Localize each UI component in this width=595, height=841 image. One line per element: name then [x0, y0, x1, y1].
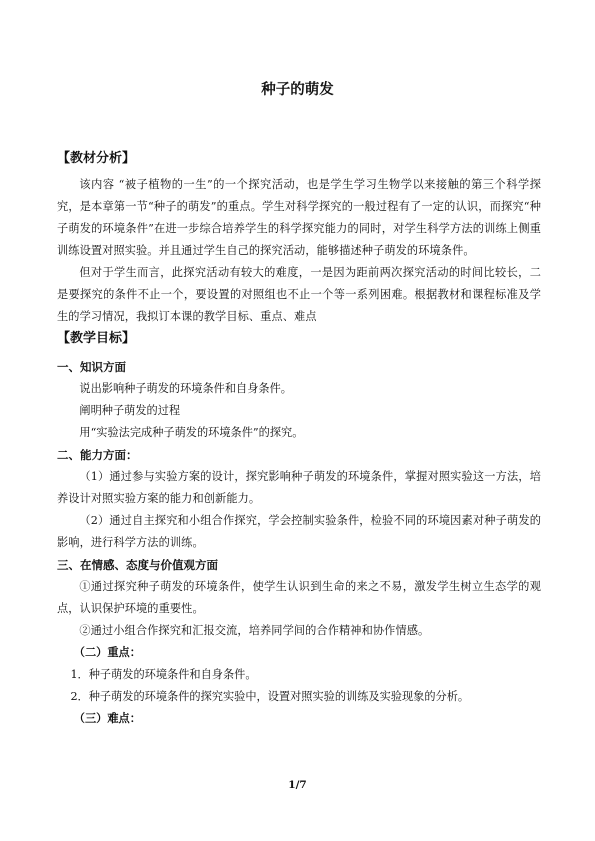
key-point-item-1: 1．种子萌发的环境条件和自身条件。: [70, 668, 257, 681]
document-body: [57, 148, 541, 730]
subheading-knowledge: 一、知识方面: [57, 360, 126, 374]
analysis-paragraph-1: 该内容 “被子植物的一生”的一个探究活动，也是学生学习生物学以来接触的第三个科学探究，是本章第一节“种子的萌发”的重点。学生对科学探究的一般过程有了一定的认识，而探究“种子萌发的环境条件”在进一步综合培养学生的科学探究能力的同时，对学生科学方法的训练上侧重训练设置对照实验。并且通过学生自己的探究活动，能够描述种子萌发的环境条件。: [57, 178, 541, 257]
knowledge-item-1: 说出影响种子萌发的环境条件和自身条件。: [79, 382, 292, 395]
subheading-difficulties: （三）难点：: [73, 712, 141, 725]
document-title: 种子的萌发: [261, 82, 334, 98]
analysis-paragraph-2: 但对于学生而言，此探究活动有较大的难度，一是因为距前两次探究活动的时间比较长，二是要探究的条件不止一个，要设置的对照组也不止一个等一系列困难。根据教材和课程标准及学生的学习情况，我拟订本课的教学目标、重点、难点: [57, 266, 541, 323]
key-point-item-2: 2．种子萌发的环境条件的探究实验中，设置对照实验的训练及实验现象的分析。: [70, 690, 470, 703]
section-heading-goals: 【教学目标】: [57, 331, 136, 346]
subheading-key-points: （二）重点：: [73, 646, 141, 659]
page-number: 1/7: [288, 779, 307, 791]
subheading-ability: 二、能力方面：: [57, 448, 138, 462]
knowledge-item-2: 阐明种子萌发的过程: [79, 404, 181, 417]
emotion-item-2: ②通过小组合作探究和汇报交流，培养同学间的合作精神和协作情感。: [79, 624, 430, 637]
ability-item-1: （1）通过参与实验方案的设计，探究影响种子萌发的环境条件，掌握对照实验这一方法，培养设计对照实验方案的能力和创新能力。: [57, 470, 541, 505]
subheading-emotion: 三、在情感、态度与价值观方面: [57, 558, 218, 572]
emotion-item-1: ①通过探究种子萌发的环境条件，使学生认识到生命的来之不易，激发学生树立生态学的观点，认识保护环境的重要性。: [57, 580, 541, 615]
ability-item-2: （2）通过自主探究和小组合作探究，学会控制实验条件，检验不同的环境因素对种子萌发的影响，进行科学方法的训练。: [57, 514, 541, 549]
knowledge-item-3: 用“实验法完成种子萌发的环境条件”的探究。: [79, 426, 304, 439]
section-heading-analysis: 【教材分析】: [57, 151, 136, 166]
